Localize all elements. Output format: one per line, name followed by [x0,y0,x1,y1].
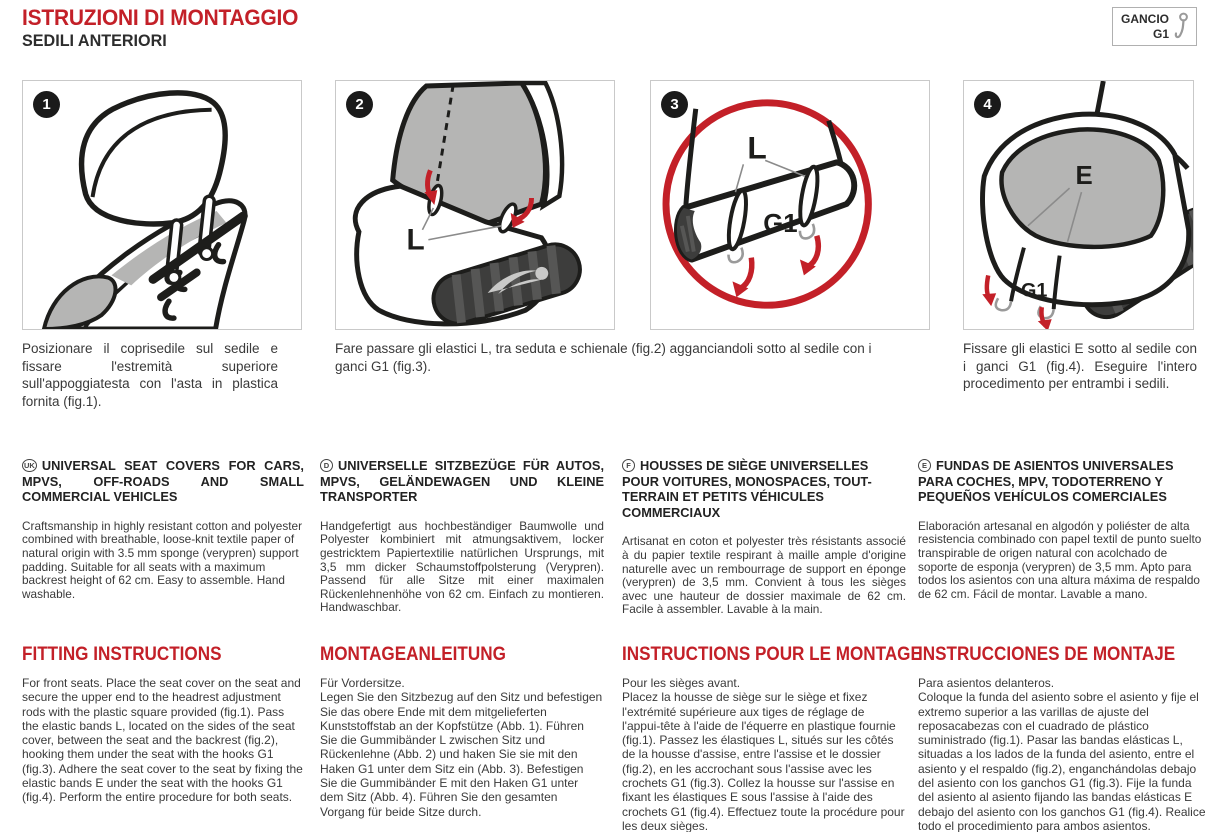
fitting-instructions-de [320,644,604,819]
hook-g1-label: G1 [1020,279,1048,302]
instructions-title-de: MONTAGEANLEITUNG [320,644,506,665]
lang-badge-d: D [320,459,333,472]
figure-3-panel [650,80,930,330]
lang-badge-f: F [622,459,635,472]
instructions-intro-es: Para asientos delanteros. [918,676,1055,690]
caption-fig4: Fissare gli elastici E sotto al sedile con i ganci G1 (fig.4). Eseguire l'intero procedimento per entrambi i sedili. [963,341,1197,392]
instructions-title-en: FITTING INSTRUCTIONS [22,644,222,665]
instructions-body-en: For front seats. Place the seat cover on the seat and secure the upper end to the headrest adjustment rods with the plastic square provided (fig.1). Pass the elastic bands L, located on the sides of the seat cover, between the seat and the backrest (fig.2), hooking them under the seat with the hooks G1 (fig.3). Adhere the seat cover to the seat by fixing the elastic bands E under the seat with the hooks G1 (fig.4). Perform the entire procedure for both seats. [22,676,303,805]
hook-code: G1 [1152,26,1169,41]
elastic-l-label: L [747,129,767,166]
product-body-es: Elaboración artesanal en algodón y poliéster de alta resistencia combinado con papel textil de punto suelto transpirable de origen natural con acolchado de soporte de esponja (verypren) de 3,5 mm. Apto para todos los asientos con una altura máxima de respaldo de 62 cm. Fácil de montar. Lavable a mano. [918,518,1202,601]
instructions-body-de: Legen Sie den Sitzbezug auf den Sitz und befestigen Sie das obere Ende mit dem mitgelieferten Kunststoffstab an der Kopfstütze (Abb. 1). Führen Sie die Gummibänder L zwischen Sitz und Rückenlehne (Abb. 2) und haken Sie sie mit den Haken G1 unter dem Sitz ein (Abb. 3). Befestigen Sie die Gummibänder E mit den Haken G1 unter dem Sitz (Abb. 4). Führen Sie den gesamten Vorgang für beide Sitze durch. [320,690,603,819]
lang-badge-uk: UK [24,461,35,470]
instructions-body-fr: Placez la housse de siège sur le siège et fixez l'extrémité supérieure aux tiges de réglage de l'appui-tête à l'aide de l'équerre en plastique fournie (fig.1). Passez les élastiques L, situés sur les côtés de la housse d'assise, entre l'assise et le dossier (fig.2), en les accrochant sous l'assise avec les crochets G1 (fig.3). Collez la housse sur l'assise en fixant les élastiques E sous l'assise à l'aide des crochets G1 (fig.4). Effectuez toute la procédure pour les deux sièges. [622,690,905,832]
hook-legend-box [1112,7,1197,46]
product-title-es: FUNDAS DE ASIENTOS UNIVERSALES PARA COCHES, MPV, TODOTERRENO Y PEQUEÑOS VEHÍCULOS COMERCIALES [918,458,1174,505]
caption-fig1: Posizionare il coprisedile sul sedile e fissare l'estremità superiore sull'appoggiatesta con l'asta in plastica fornita (fig.1). [22,341,278,409]
instructions-intro-fr: Pour les sièges avant. [622,676,741,690]
product-body-en: Craftsmanship in highly resistant cotton and polyester combined with breathable, loose-knit textile paper of natural origin with 3.5 mm sponge (verypren) support padding. Suitable for all seats with a maximum backrest height of 62 cm. Easy to assemble. Hand washable. [22,518,302,601]
product-body-de: Handgefertigt aus hochbeständiger Baumwolle und Polyester kombiniert mit atmungsaktivem, locker gestricktem Papiertextilie natürlichen Ursprungs, mit 3,5 mm dicker Schaumstoffpolsterung (Verypren). Passend für alle Sitze mit einer maximalen Rückenlehnenhöhe von 62 cm. Einfach zu montieren. Handwaschbar. [320,518,604,615]
seat-elastic-e-illustration [964,81,1193,329]
figure-1-number-badge: 1 [33,91,60,118]
hook-label: GANCIO [1121,11,1169,26]
seat-elastic-l-illustration [336,81,614,329]
product-body-fr: Artisanat en coton et polyester très résistants associé à du papier textile respirant à maille ample d'origine naturelle avec un rembourrage de support en éponge (verypren) de 3,5 mm. Convient à tous les sièges avec une hauteur de dossier maximale de 62 cm. Facile à assembler. Lavable à la main. [622,534,906,617]
product-description-es [918,458,1206,601]
product-description-en [22,458,304,601]
figure-1-panel [22,80,302,330]
figure-4-number-badge: 4 [974,91,1001,118]
fitting-instructions-en [22,644,304,805]
instructions-title-es: INSTRUCCIONES DE MONTAJE [918,644,1176,665]
figure-3-number-badge: 3 [661,91,688,118]
figure-2-panel [335,80,615,330]
hook-g1-detail-illustration [651,81,929,329]
caption-fig2-fig3: Fare passare gli elastici L, tra seduta e schienale (fig.2) agganciandoli sotto al sedile con i ganci G1 (fig.3). [335,341,872,374]
product-title-fr: HOUSSES DE SIÈGE UNIVERSELLES POUR VOITURES, MONOSPACES, TOUT-TERRAIN ET PETITS VÉHICULES COMMERCIAUX [622,458,872,520]
elastic-l-label: L [406,223,425,257]
fitting-instructions-fr [622,644,922,832]
headrest-rod-illustration [23,81,301,329]
fitting-instructions-es [918,644,1206,832]
product-description-de [320,458,604,615]
hook-legend-text [1121,12,1169,42]
figure-4-panel [963,80,1194,330]
lang-badge-e: E [918,459,931,472]
instructions-body-es: Coloque la funda del asiento sobre el asiento y fije el extremo superior a las varillas de ajuste del reposacabezas con el cuadrado de plástico suministrado (fig.1). Pasar las bandas elásticas L, situadas a los lados de la funda del asiento, entre el asiento y el respaldo (fig.2), enganchándolas debajo del asiento con los ganchos G1 (fig.3). Fije la funda del asiento al asiento fijando las bandas elásticas E debajo del asiento con los ganchos G1 (fig.4). Realice todo el procedimiento para ambos asientos. [918,690,1206,832]
figure-2-number-badge: 2 [346,91,373,118]
product-description-fr [622,458,906,617]
page-title: ISTRUZIONI DI MONTAGGIO [22,5,299,30]
hook-g1-label: G1 [763,209,798,238]
product-title-de: UNIVERSELLE SITZBEZÜGE FÜR AUTOS, MPVS, GELÄNDEWAGEN UND KLEINE TRANSPORTER [320,458,604,505]
instructions-title-fr: INSTRUCTIONS POUR LE MONTAGE [622,644,922,665]
instructions-intro-de: Für Vordersitze. [320,676,405,690]
hook-icon [1174,12,1189,41]
page-subtitle: SEDILI ANTERIORI [22,31,167,50]
product-title-en: UNIVERSAL SEAT COVERS FOR CARS, MPVS, OFF-ROADS AND SMALL COMMERCIAL VEHICLES [22,458,304,505]
elastic-e-label: E [1075,162,1093,191]
